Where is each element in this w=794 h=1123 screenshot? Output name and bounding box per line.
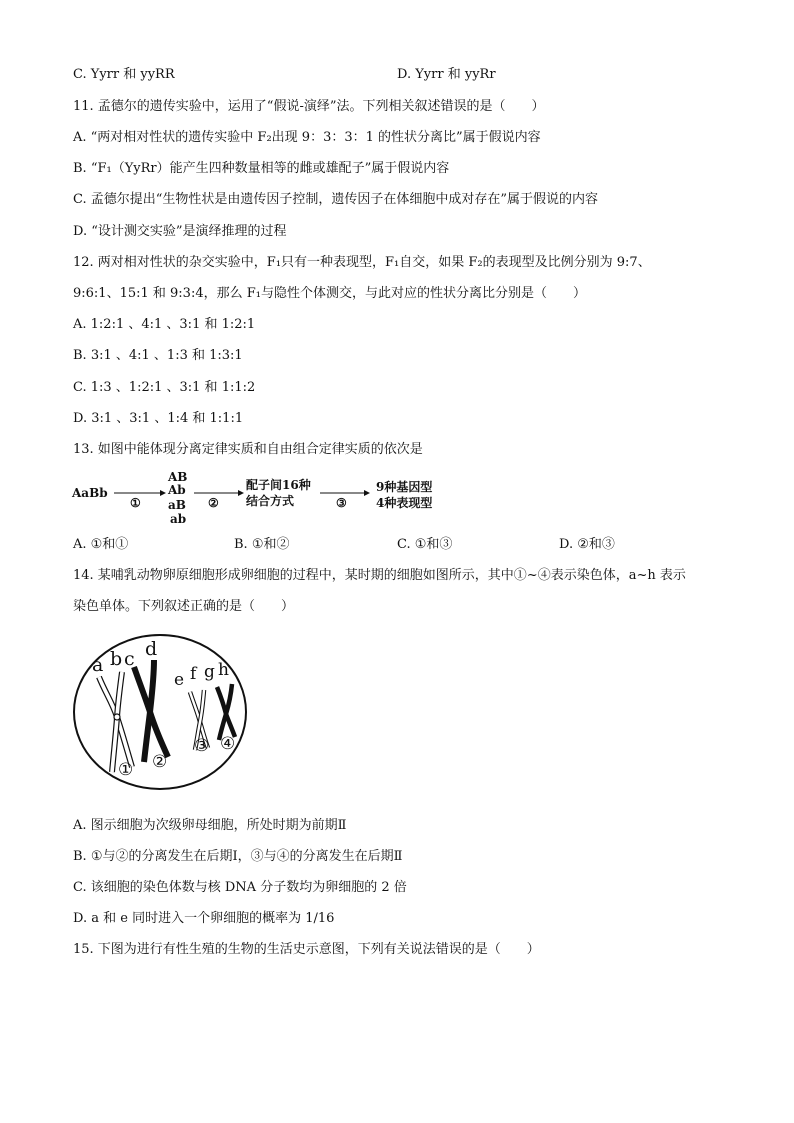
chromatid-label-h: h bbox=[218, 660, 229, 680]
q10-option-d: D. Yyrr 和 yyRr bbox=[397, 67, 496, 82]
flow-gamete-4: ab bbox=[170, 512, 187, 526]
flow-step1: ① bbox=[130, 496, 141, 510]
chromatid-label-c: c bbox=[124, 648, 135, 670]
q13-flow-diagram bbox=[70, 468, 470, 530]
chromatid-label-b: b bbox=[110, 648, 123, 670]
flow-end-line2: 4种表现型 bbox=[376, 496, 433, 510]
chromatid-label-g: g bbox=[204, 662, 215, 682]
q11-option-d: D. “设计测交实验”是演绎推理的过程 bbox=[73, 224, 287, 239]
chromosome-label-2: ② bbox=[152, 752, 168, 772]
flow-middle-line1: 配子间16种 bbox=[246, 478, 311, 492]
q13-option-b: B. ①和② bbox=[234, 537, 290, 552]
q14-stem-line1: 14. 某哺乳动物卵原细胞形成卵细胞的过程中，某时期的细胞如图所示，其中①~④表示染色体，a~h 表示 bbox=[73, 568, 686, 583]
chromatid-label-d: d bbox=[145, 638, 158, 660]
flow-middle-line2: 结合方式 bbox=[246, 494, 295, 508]
chromosome-label-1: ① bbox=[118, 760, 134, 780]
chromatid-label-a: a bbox=[92, 654, 104, 676]
q11-option-c: C. 孟德尔提出“生物性状是由遗传因子控制，遗传因子在体细胞中成对存在”属于假说的内容 bbox=[73, 192, 599, 207]
q14-cell-diagram bbox=[72, 632, 250, 792]
q12-option-b: B. 3:1 、4:1 、1:3 和 1:3:1 bbox=[73, 348, 243, 363]
flow-gamete-1: AB bbox=[168, 470, 188, 484]
flow-start: AaBb bbox=[72, 486, 108, 500]
q13-stem: 13. 如图中能体现分离定律实质和自由组合定律实质的依次是 bbox=[73, 442, 423, 457]
q14-option-b: B. ①与②的分离发生在后期Ⅰ，③与④的分离发生在后期Ⅱ bbox=[73, 849, 403, 864]
flow-gamete-3: aB bbox=[168, 498, 186, 512]
q13-option-c: C. ①和③ bbox=[397, 537, 453, 552]
flow-end-line1: 9种基因型 bbox=[376, 480, 433, 494]
chromatid-label-f: f bbox=[190, 664, 197, 684]
chromosome-label-4: ④ bbox=[220, 734, 236, 754]
q12-option-d: D. 3:1 、3:1 、1:4 和 1:1:1 bbox=[73, 411, 244, 426]
q11-option-a: A. “两对相对性状的遗传实验中 F₂出现 9：3：3：1 的性状分离比”属于假说内容 bbox=[73, 130, 541, 145]
flow-step3: ③ bbox=[336, 496, 347, 510]
q14-option-c: C. 该细胞的染色体数与核 DNA 分子数均为卵细胞的 2 倍 bbox=[73, 880, 407, 895]
q12-stem-line2: 9:6:1、15:1 和 9:3:4，那么 F₁与隐性个体测交，与此对应的性状分离比分别是（ ） bbox=[73, 286, 586, 301]
q13-option-d: D. ②和③ bbox=[559, 537, 615, 552]
q12-option-a: A. 1:2:1 、4:1 、3:1 和 1:2:1 bbox=[73, 317, 256, 332]
q14-option-a: A. 图示细胞为次级卵母细胞，所处时期为前期Ⅱ bbox=[73, 818, 347, 833]
flow-step2: ② bbox=[208, 496, 219, 510]
chromosome-label-3: ③ bbox=[194, 736, 210, 756]
q12-stem-line1: 12. 两对相对性状的杂交实验中，F₁只有一种表现型，F₁自交，如果 F₂的表现型及比例分别为 9:7、 bbox=[73, 255, 651, 270]
chromatid-label-e: e bbox=[174, 670, 185, 690]
q14-stem-line2: 染色单体。下列叙述正确的是（ ） bbox=[73, 599, 295, 614]
flow-gamete-2: Ab bbox=[168, 483, 186, 497]
q11-option-b: B. “F₁（YyRr）能产生四种数量相等的雌或雄配子”属于假说内容 bbox=[73, 161, 450, 176]
q10-option-c: C. Yyrr 和 yyRR bbox=[73, 67, 175, 82]
q15-stem: 15. 下图为进行有性生殖的生物的生活史示意图，下列有关说法错误的是（ ） bbox=[73, 942, 540, 957]
q12-option-c: C. 1:3 、1:2:1 、3:1 和 1:1:2 bbox=[73, 380, 256, 395]
q14-option-d: D. a 和 e 同时进入一个卵细胞的概率为 1/16 bbox=[73, 911, 335, 926]
q11-stem: 11. 孟德尔的遗传实验中，运用了“假说-演绎”法。下列相关叙述错误的是（ ） bbox=[73, 99, 545, 114]
q13-option-a: A. ①和① bbox=[73, 537, 129, 552]
